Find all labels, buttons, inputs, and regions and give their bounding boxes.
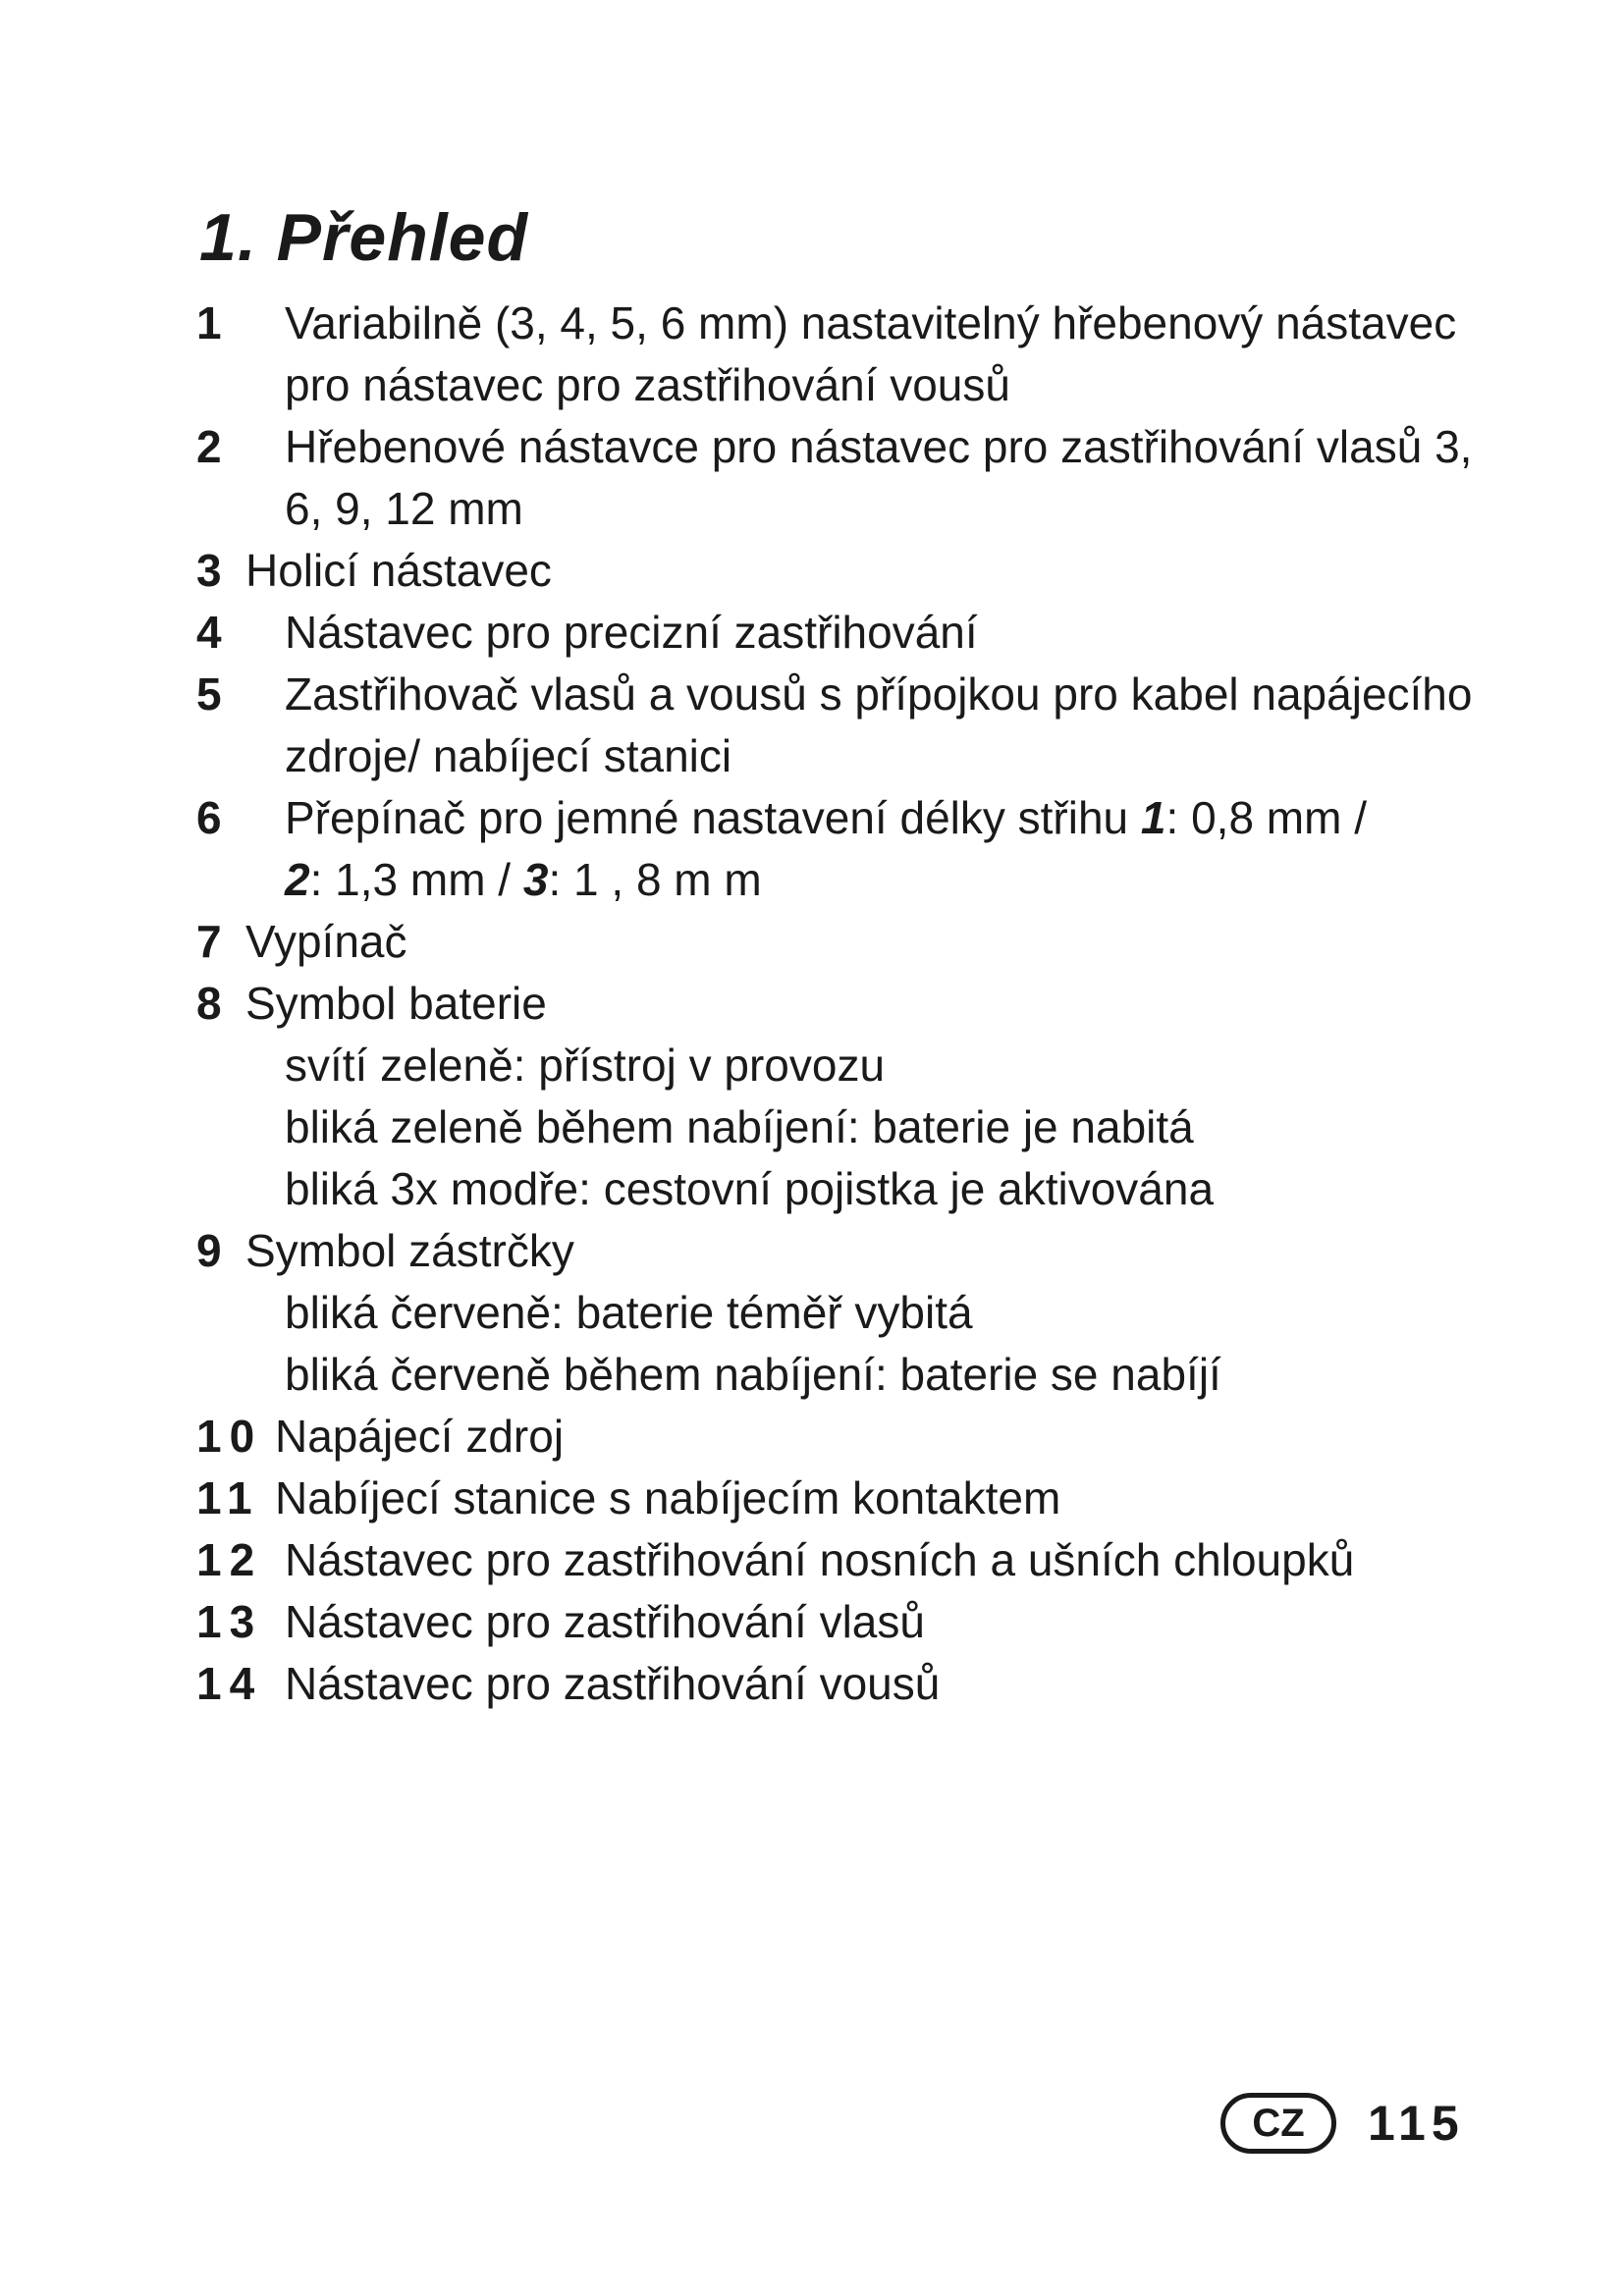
item-text: pro nástavec pro zastřihování vousů [285,359,1010,410]
list-item [196,664,1502,787]
item-text: Nástavec pro zastřihování nosních a ušních chloupků [285,1534,1355,1585]
page-title: 1. Přehled [199,200,529,275]
sub-item-text: bliká červeně během nabíjení: baterie se nabíjí [285,1349,1221,1400]
item-text: Nástavec pro zastřihování vlasů [285,1596,925,1647]
item-text: Zastřihovač vlasů a vousů s přípojkou pro kabel napájecího [285,668,1473,720]
item-number: 11 [196,1472,260,1523]
list-item [196,540,1502,602]
list-item [196,416,1502,540]
item-text: 6, 9, 12 mm [285,483,523,534]
item-text-part: : 0,8 mm / [1165,792,1367,843]
list-item [196,1468,1502,1529]
item-number: 12 [196,1534,263,1585]
list-item [196,1406,1502,1468]
sub-item-text: bliká zeleně během nabíjení: baterie je nabitá [285,1101,1194,1152]
list-item [196,787,1502,911]
item-number: 3 [196,545,230,596]
sub-item-text: svítí zeleně: přístroj v provozu [285,1040,886,1091]
setting-number: 2 [285,854,310,905]
item-text: Nástavec pro precizní zastřihování [285,607,978,658]
item-text: Symbol zástrčky [245,1225,574,1276]
item-text: Holicí nástavec [245,545,552,596]
item-number: 2 [196,421,230,472]
item-text-part: : 1 , 8 m m [548,854,762,905]
item-text: Napájecí zdroj [275,1411,565,1462]
setting-number: 1 [1140,792,1166,843]
page-number: 115 [1368,2096,1465,2151]
item-number: 9 [196,1225,230,1276]
item-text: Nabíjecí stanice s nabíjecím kontaktem [275,1472,1061,1523]
item-number: 10 [196,1411,263,1462]
item-text: Hřebenové nástavce pro nástavec pro zastřihování vlasů 3, [285,421,1473,472]
item-number: 7 [196,916,230,967]
overview-list [196,293,1502,1715]
item-text: Nástavec pro zastřihování vousů [285,1658,941,1709]
item-text-part: : 1,3 mm / [309,854,523,905]
item-text: zdroje/ nabíjecí stanici [285,730,732,781]
list-item [196,973,1502,1220]
item-number: 14 [196,1658,263,1709]
sub-item-text: bliká 3x modře: cestovní pojistka je aktivována [285,1163,1215,1214]
sub-item-text: bliká červeně: baterie téměř vybitá [285,1287,973,1338]
item-text: Variabilně (3, 4, 5, 6 mm) nastavitelný hřebenový nástavec [285,297,1457,348]
language-badge: CZ [1220,2093,1336,2154]
list-item [196,911,1502,973]
item-text: Vypínač [245,916,407,967]
item-text: Symbol baterie [245,978,547,1029]
item-number: 13 [196,1596,263,1647]
list-item [196,1653,1502,1715]
setting-number: 3 [522,854,549,905]
item-text [285,787,1502,849]
page-footer [1220,2093,1465,2154]
item-text-part: Přepínač pro jemné nastavení délky střihu [285,792,1141,843]
item-number: 8 [196,978,230,1029]
list-item [196,1591,1502,1653]
list-item [196,293,1502,416]
list-item [196,1529,1502,1591]
item-number: 1 [196,297,230,348]
item-number: 6 [196,792,230,843]
item-text [285,849,1502,911]
item-number: 4 [196,607,230,658]
list-item [196,1220,1502,1406]
item-number: 5 [196,668,230,720]
list-item [196,602,1502,664]
